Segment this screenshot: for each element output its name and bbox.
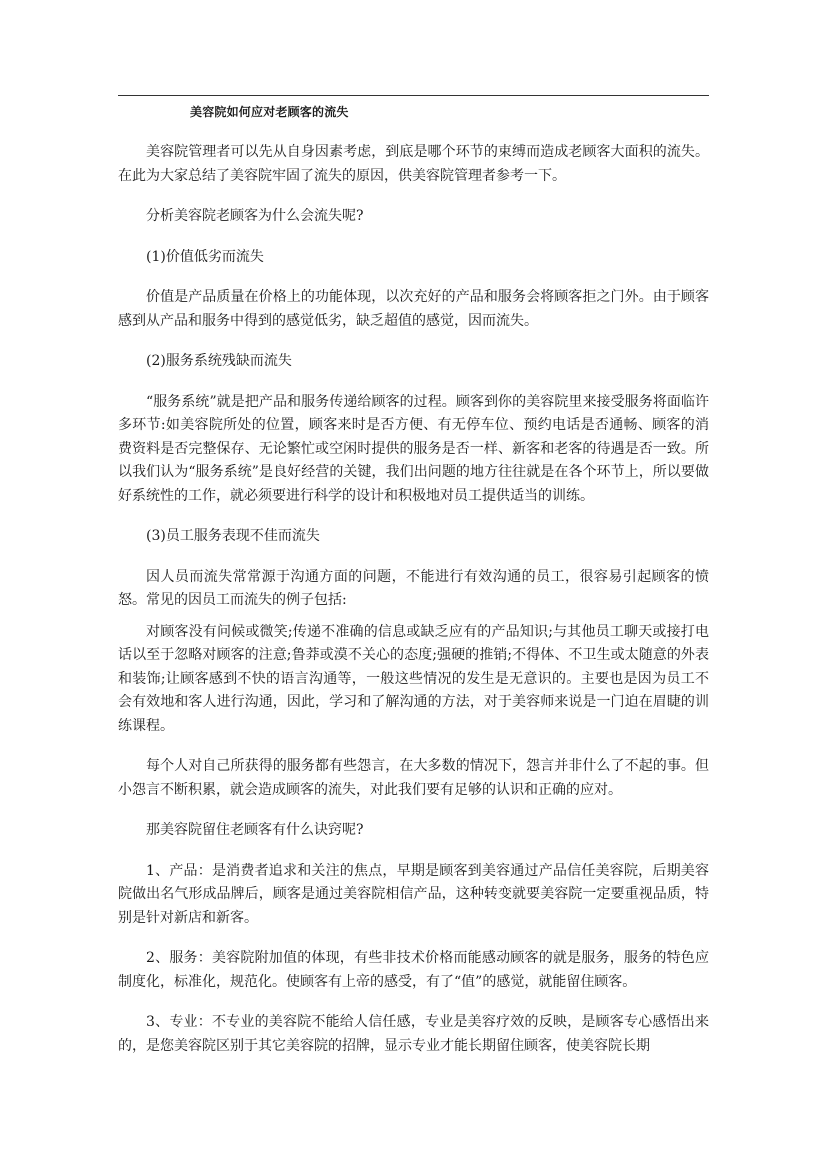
paragraph-staff-examples: 对顾客没有问候或微笑;传递不准确的信息或缺乏应有的产品知识;与其他员工聊天或接打电话以至于忽略对顾客的注意;鲁莽或漠不关心的态度;强硬的推销;不得体、不卫生或太随意的外表和装饰;让顾客感到不快的语言沟通等，一般这些情况的发生是无意识的。主要也是因为员工不会有效地和客人进行沟通，因此，学习和了解沟通的方法，对于美容师来说是一门迫在眉睫的训练课程。 <box>118 623 709 734</box>
paragraph-service-system: “服务系统”就是把产品和服务传递给顾客的过程。顾客到你的美容院里来接受服务将面临许多环节:如美容院所处的位置，顾客来时是否方便、有无停车位、预约电话是否通畅、顾客的消费资料是否完整保存、无论繁忙或空闲时提供的服务是否一样、新客和老客的待遇是否一致。所以我们认为“服务系统”是良好经营的关键，我们出问题的地方往往就是在各个环节上，所以要做好系统性的工作，就必须要进行科学的设计和积极地对员工提供适当的训练。 <box>118 393 709 504</box>
paragraph-complaints: 每个人对自己所获得的服务都有些怨言，在大多数的情况下，怨言并非什么了不起的事。但小怨言不断积累，就会造成顾客的流失，对此我们要有足够的认识和正确的应对。 <box>118 758 709 798</box>
paragraph-heading-2: (2)服务系统残缺而流失 <box>146 353 292 369</box>
paragraph-value: 价值是产品质量在价格上的功能体现，以次充好的产品和服务会将顾客拒之门外。由于顾客感到从产品和服务中得到的感觉低劣，缺乏超值的感觉，因而流失。 <box>118 289 709 329</box>
paragraph-staff: 因人员而流失常常源于沟通方面的问题，不能进行有效沟通的员工，很容易引起顾客的愤怒。常见的因员工而流失的例子包括: <box>118 568 709 608</box>
header-rule <box>118 95 709 96</box>
paragraph-heading-1: (1)价值低劣而流失 <box>146 248 264 265</box>
paragraph-tip-service: 2、服务：美容院附加值的体现，有些非技术价格而能感动顾客的就是服务，服务的特色应制度化，标准化，规范化。使顾客有上帝的感受，有了“值”的感觉，就能留住顾客。 <box>118 950 709 990</box>
paragraph-heading-3: (3)员工服务表现不佳而流失 <box>146 528 320 544</box>
document-title: 美容院如何应对老顾客的流失 <box>190 105 349 119</box>
paragraph-question: 分析美容院老顾客为什么会流失呢? <box>146 208 364 224</box>
paragraph-tips-question: 那美容院留住老顾客有什么诀窍呢? <box>146 822 364 838</box>
paragraph-tip-professional: 3、专业：不专业的美容院不能给人信任感，专业是美容疗效的反映，是顾客专心感悟出来的，是您美容院区别于其它美容院的招牌，显示专业才能长期留住顾客，使美容院长期 <box>118 1014 709 1054</box>
paragraph-tip-product: 1、产品：是消费者追求和关注的焦点，早期是顾客到美容通过产品信任美容院，后期美容院做出名气形成品牌后，顾客是通过美容院相信产品，这种转变就要美容院一定要重视品质，特别是针对新店和新客。 <box>118 862 709 926</box>
document-body <box>118 141 709 1075</box>
paragraph-intro: 美容院管理者可以先从自身因素考虑，到底是哪个环节的束缚而造成老顾客大面积的流失。在此为大家总结了美容院牢固了流失的原因，供美容院管理者参考一下。 <box>118 144 709 184</box>
